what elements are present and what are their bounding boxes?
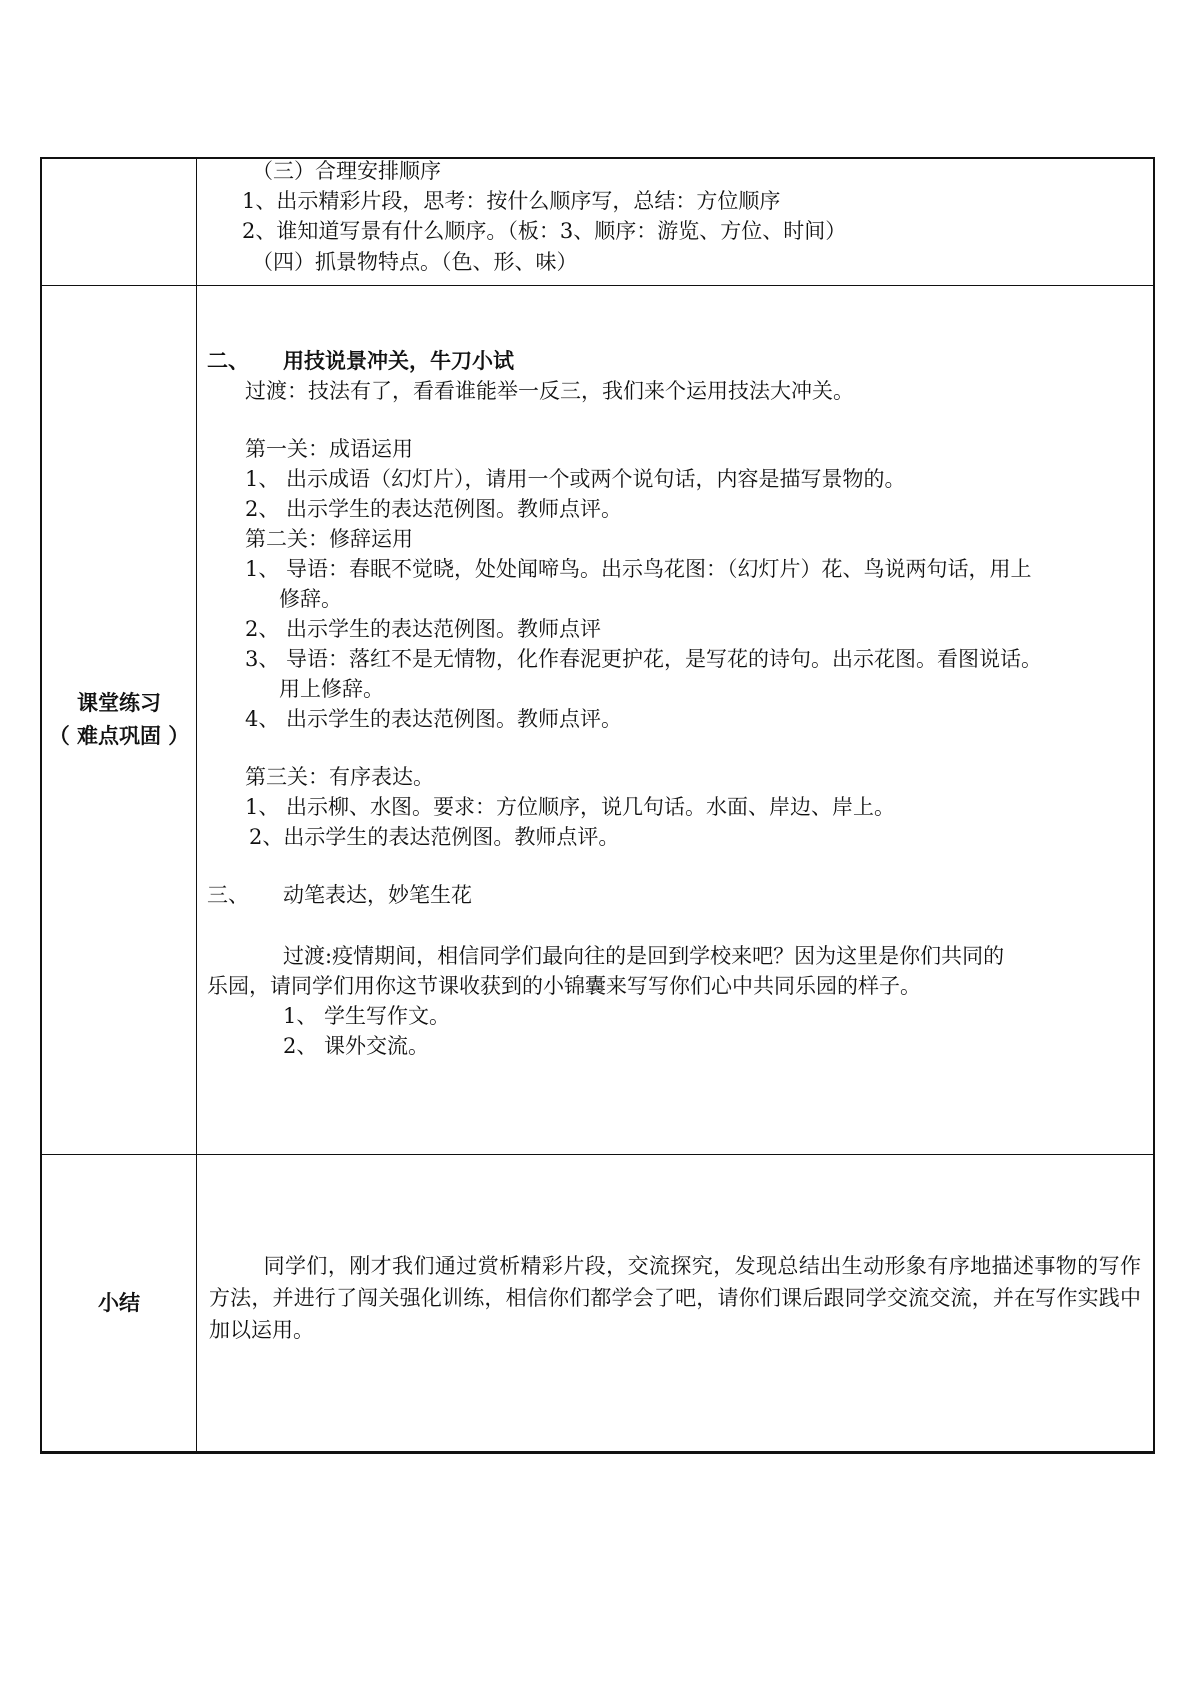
text-line: （三）合理安排顺序 [252, 159, 441, 183]
label-title: 课堂练习 [77, 691, 161, 715]
table-row [42, 1154, 1153, 1451]
transition-text: 过渡：技法有了，看看谁能举一反三，我们来个运用技法大冲关。 [245, 379, 854, 403]
list-item: 2、 出示学生的表达范例图。教师点评 [245, 617, 602, 641]
row-content [197, 159, 1153, 285]
row-label [42, 286, 197, 1154]
summary-paragraph: 同学们，刚才我们通过赏析精彩片段，交流探究，发现总结出生动形象有序地描述事物的写作方法，并进行了闯关强化训练，相信你们都学会了吧，请你们课后跟同学交流交流，并在写作实践中加以运用。 [209, 1254, 1141, 1342]
text-line: 2、谁知道写景有什么顺序。（板：3、顺序：游览、方位、时间） [242, 219, 847, 243]
list-item: 2、 课外交流。 [283, 1034, 430, 1058]
label-subtitle: （ 难点巩固 ） [48, 724, 190, 748]
list-item: 2、 出示学生的表达范例图。教师点评。 [245, 497, 623, 521]
level-title: 第二关：修辞运用 [245, 527, 413, 551]
section-number: 三、 [207, 883, 249, 907]
row-content [197, 286, 1153, 1154]
row-label [42, 159, 197, 285]
row-label: 小结 [42, 1155, 197, 1451]
section-number: 二、 [207, 349, 249, 373]
transition-text: 过渡:疫情期间，相信同学们最向往的是回到学校来吧？因为这里是你们共同的 [283, 944, 1005, 968]
table-row [42, 159, 1153, 285]
list-item: 3、 导语：落红不是无情物，化作春泥更护花，是写花的诗句。出示花图。看图说话。 [245, 647, 1043, 671]
list-item: 用上修辞。 [279, 677, 384, 701]
text-line: （四）抓景物特点。（色、形、味） [252, 250, 578, 274]
list-item: 1、 出示成语（幻灯片），请用一个或两个说句话，内容是描写景物的。 [245, 467, 906, 491]
table-row [42, 285, 1153, 1154]
transition-text: 乐园，请同学们用你这节课收获到的小锦囊来写写你们心中共同乐园的样子。 [207, 974, 921, 998]
list-item: 1、 学生写作文。 [283, 1004, 451, 1028]
row-content [197, 1155, 1153, 1451]
list-item: 2、出示学生的表达范例图。教师点评。 [249, 825, 620, 849]
text-line: 1、出示精彩片段，思考：按什么顺序写，总结：方位顺序 [242, 189, 781, 213]
lesson-plan-table [40, 157, 1155, 1454]
list-item: 修辞。 [279, 587, 342, 611]
section-title: 动笔表达，妙笔生花 [283, 883, 472, 907]
list-item: 1、 出示柳、水图。要求：方位顺序，说几句话。水面、岸边、岸上。 [245, 795, 896, 819]
level-title: 第三关：有序表达。 [245, 765, 434, 789]
list-item: 1、 导语：春眠不觉晓，处处闻啼鸟。出示鸟花图：（幻灯片）花、鸟说两句话，用上 [245, 557, 1032, 581]
level-title: 第一关：成语运用 [245, 437, 413, 461]
list-item: 4、 出示学生的表达范例图。教师点评。 [245, 707, 623, 731]
section-title: 用技说景冲关，牛刀小试 [283, 349, 514, 373]
